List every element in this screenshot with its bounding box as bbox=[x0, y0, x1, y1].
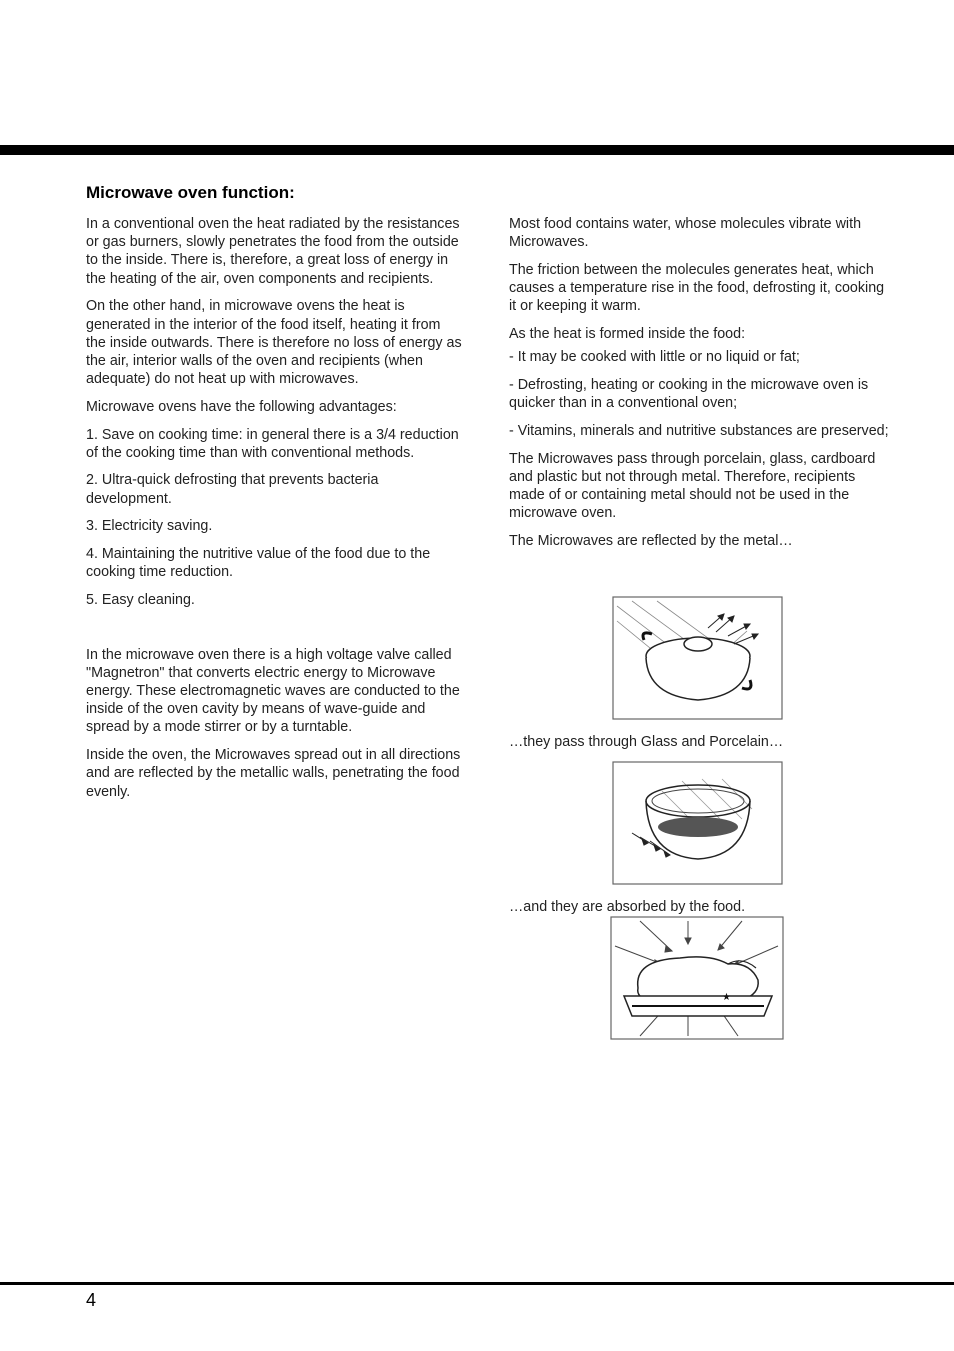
right-column bbox=[509, 215, 889, 560]
metal-pot-illustration bbox=[612, 596, 784, 722]
paragraph: In the microwave oven there is a high voltage valve called "Magnetron" that converts electric energy to Microwave energy. These electromagnetic waves are conducted to the inside of the oven cavity by means of wave-guide and spread by a mode stirrer or by a turntable. bbox=[86, 646, 460, 736]
paragraph: The Microwaves are reflected by the metal… bbox=[509, 532, 793, 549]
paragraph: Inside the oven, the Microwaves spread out in all directions and are reflected by the metallic walls, penetrating the food evenly. bbox=[86, 747, 461, 800]
paragraph: The Microwaves pass through porcelain, glass, cardboard and plastic but not through metal. Therefore, recipients made of or containing metal should not be used in the microwave oven. bbox=[509, 450, 876, 522]
paragraph: In a conventional oven the heat radiated by the resistances or gas burners, slowly penetrates the food from the outside to the inside. There is, therefore, a great loss of energy in the heating of the air, oven components and recipients. bbox=[86, 216, 460, 287]
header-bar bbox=[0, 145, 954, 155]
advantage-item: 5. Easy cleaning. bbox=[86, 591, 195, 608]
advantage-item: 4. Maintaining the nutritive value of the food due to the cooking time reduction. bbox=[86, 546, 431, 581]
bullet-item: - It may be cooked with little or no liquid or fat; bbox=[509, 349, 800, 366]
page-number: 4 bbox=[86, 1290, 97, 1310]
glass-bowl-illustration bbox=[612, 761, 784, 887]
footer-rule bbox=[0, 1282, 954, 1285]
section-heading: Microwave oven function: bbox=[86, 183, 295, 202]
bullet-item: - Vitamins, minerals and nutritive substances are preserved; bbox=[509, 422, 889, 439]
paragraph: Microwave ovens have the following advantages: bbox=[86, 398, 397, 415]
advantage-item: 2. Ultra-quick defrosting that prevents bacteria development. bbox=[86, 472, 379, 507]
caption-food: …and they are absorbed by the food. bbox=[509, 899, 746, 915]
advantage-item: 1. Save on cooking time: in general there is a 3/4 reduction of the cooking time than with conventional methods. bbox=[86, 426, 459, 461]
bullet-item: - Defrosting, heating or cooking in the microwave oven is quicker than in a conventional oven; bbox=[509, 376, 869, 412]
paragraph: On the other hand, in microwave ovens the heat is generated in the interior of the food itself, heating it from the inside outwards. There is therefore no loss of energy as the air, interior walls of the oven and recipients (when adequate) do not heat up with microwaves. bbox=[86, 298, 462, 388]
chicken-food-illustration bbox=[610, 916, 785, 1042]
paragraph: Most food contains water, whose molecules vibrate with Microwaves. bbox=[509, 216, 862, 251]
left-column bbox=[86, 215, 464, 810]
svg-text:★: ★ bbox=[722, 992, 731, 1003]
paragraph: The friction between the molecules generates heat, which causes a temperature rise in the food, defrosting it, cooking it or keeping it warm. bbox=[509, 261, 885, 315]
paragraph: As the heat is formed inside the food: bbox=[509, 326, 746, 343]
advantage-item: 3. Electricity saving. bbox=[86, 518, 213, 535]
caption-glass: …they pass through Glass and Porcelain… bbox=[509, 734, 784, 750]
